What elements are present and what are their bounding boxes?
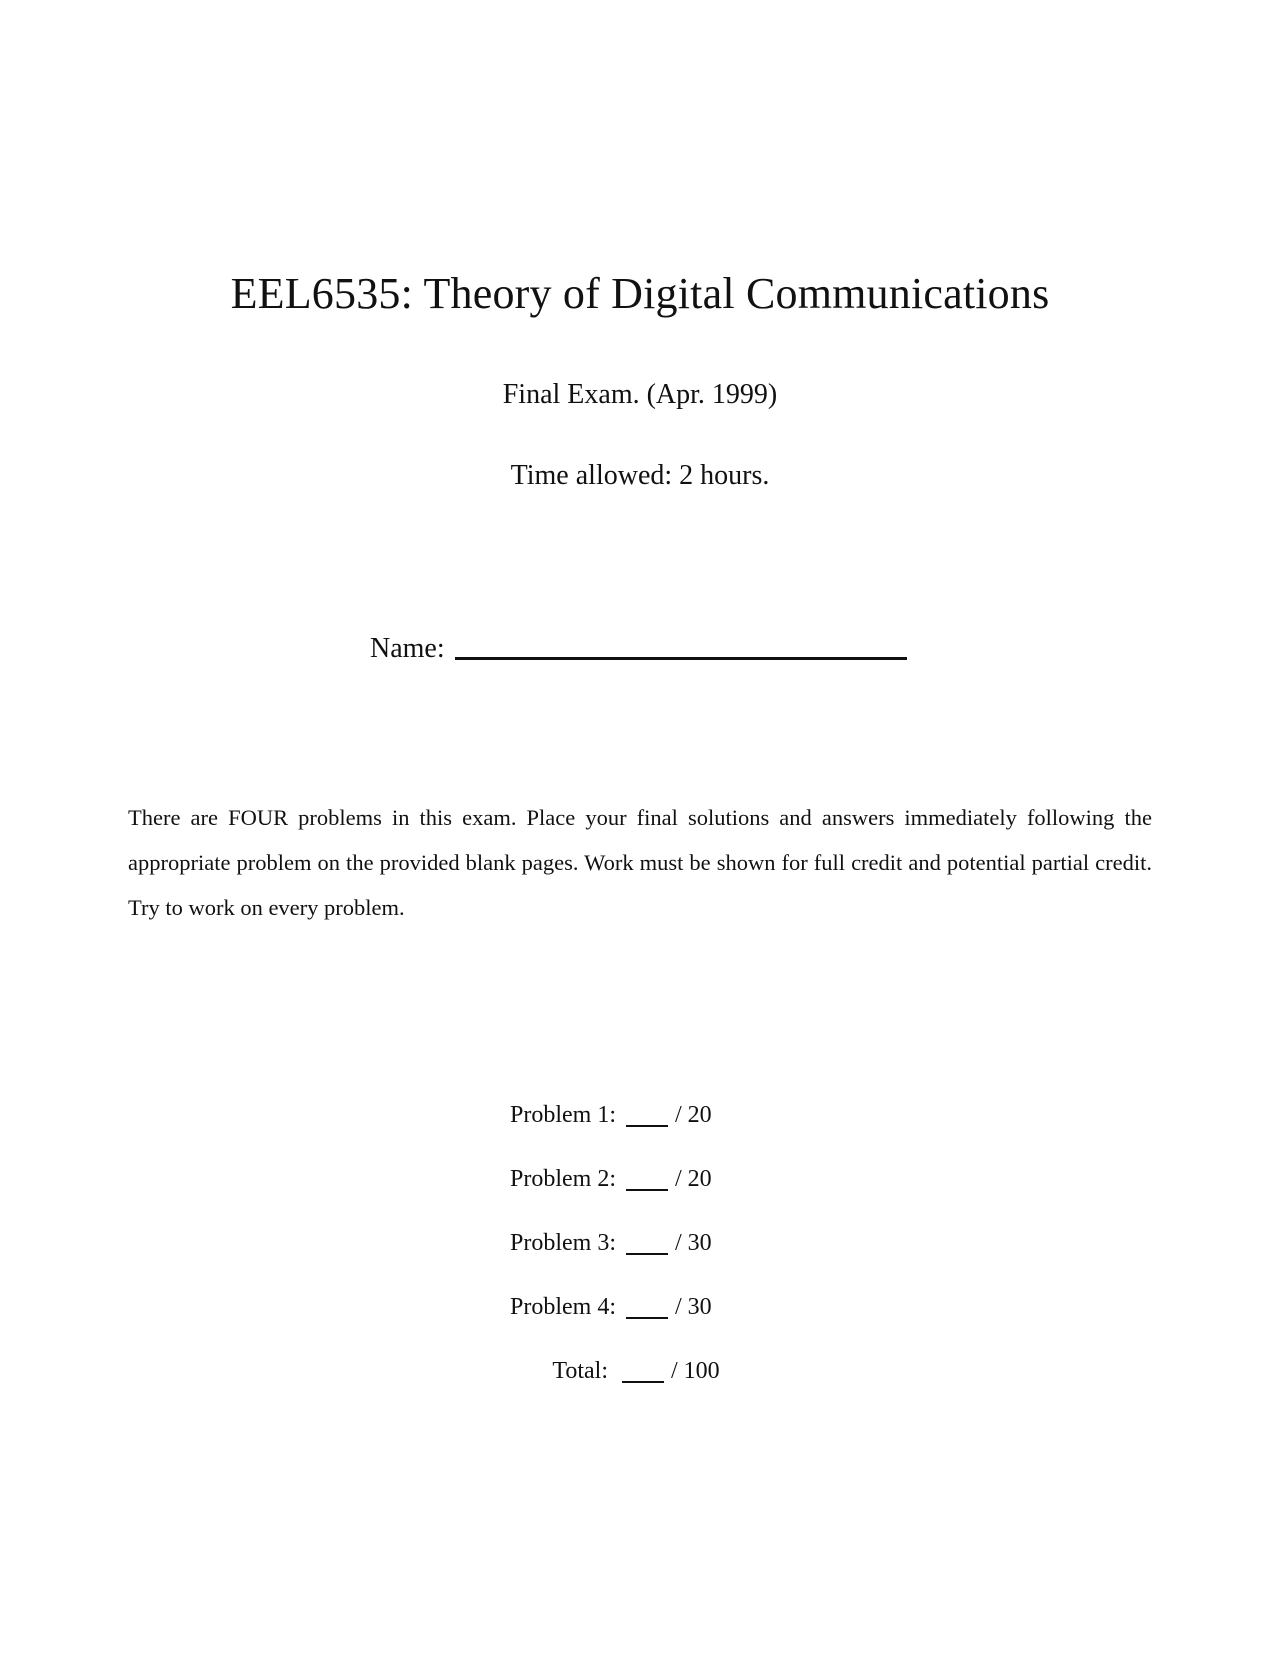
score-row-total — [0, 1354, 1280, 1394]
score-max: / 30 — [675, 1230, 712, 1256]
score-blank[interactable] — [626, 1317, 668, 1319]
score-row-problem-2 — [0, 1162, 1280, 1202]
score-blank[interactable] — [626, 1253, 668, 1255]
exam-instructions: There are FOUR problems in this exam. Place your final solutions and answers immediately following the appropriate problem on the provided blank pages. Work must be shown for full credit and potential partial credit. Try to work on every problem. — [128, 805, 1152, 920]
name-label: Name: — [370, 633, 445, 664]
score-row-problem-3 — [0, 1226, 1280, 1266]
score-max: / 20 — [675, 1166, 712, 1192]
score-row-problem-4 — [0, 1290, 1280, 1330]
total-blank[interactable] — [622, 1381, 664, 1383]
score-row-problem-1 — [0, 1098, 1280, 1138]
name-field-row — [370, 626, 907, 666]
score-label: Problem 2: — [510, 1166, 616, 1192]
score-blank[interactable] — [626, 1125, 668, 1127]
score-blank[interactable] — [626, 1189, 668, 1191]
time-allowed: Time allowed: 2 hours. — [510, 460, 770, 491]
exam-title: EEL6535: Theory of Digital Communications — [230, 269, 1050, 318]
score-label: Problem 4: — [510, 1294, 616, 1320]
score-label: Problem 3: — [510, 1230, 616, 1256]
score-max: / 20 — [675, 1102, 712, 1128]
exam-date: Final Exam. (Apr. 1999) — [502, 379, 778, 410]
score-max: / 30 — [675, 1294, 712, 1320]
total-label: Total: — [552, 1358, 608, 1384]
total-max: / 100 — [671, 1358, 720, 1384]
score-label: Problem 1: — [510, 1102, 616, 1128]
name-blank-line[interactable] — [455, 657, 907, 660]
